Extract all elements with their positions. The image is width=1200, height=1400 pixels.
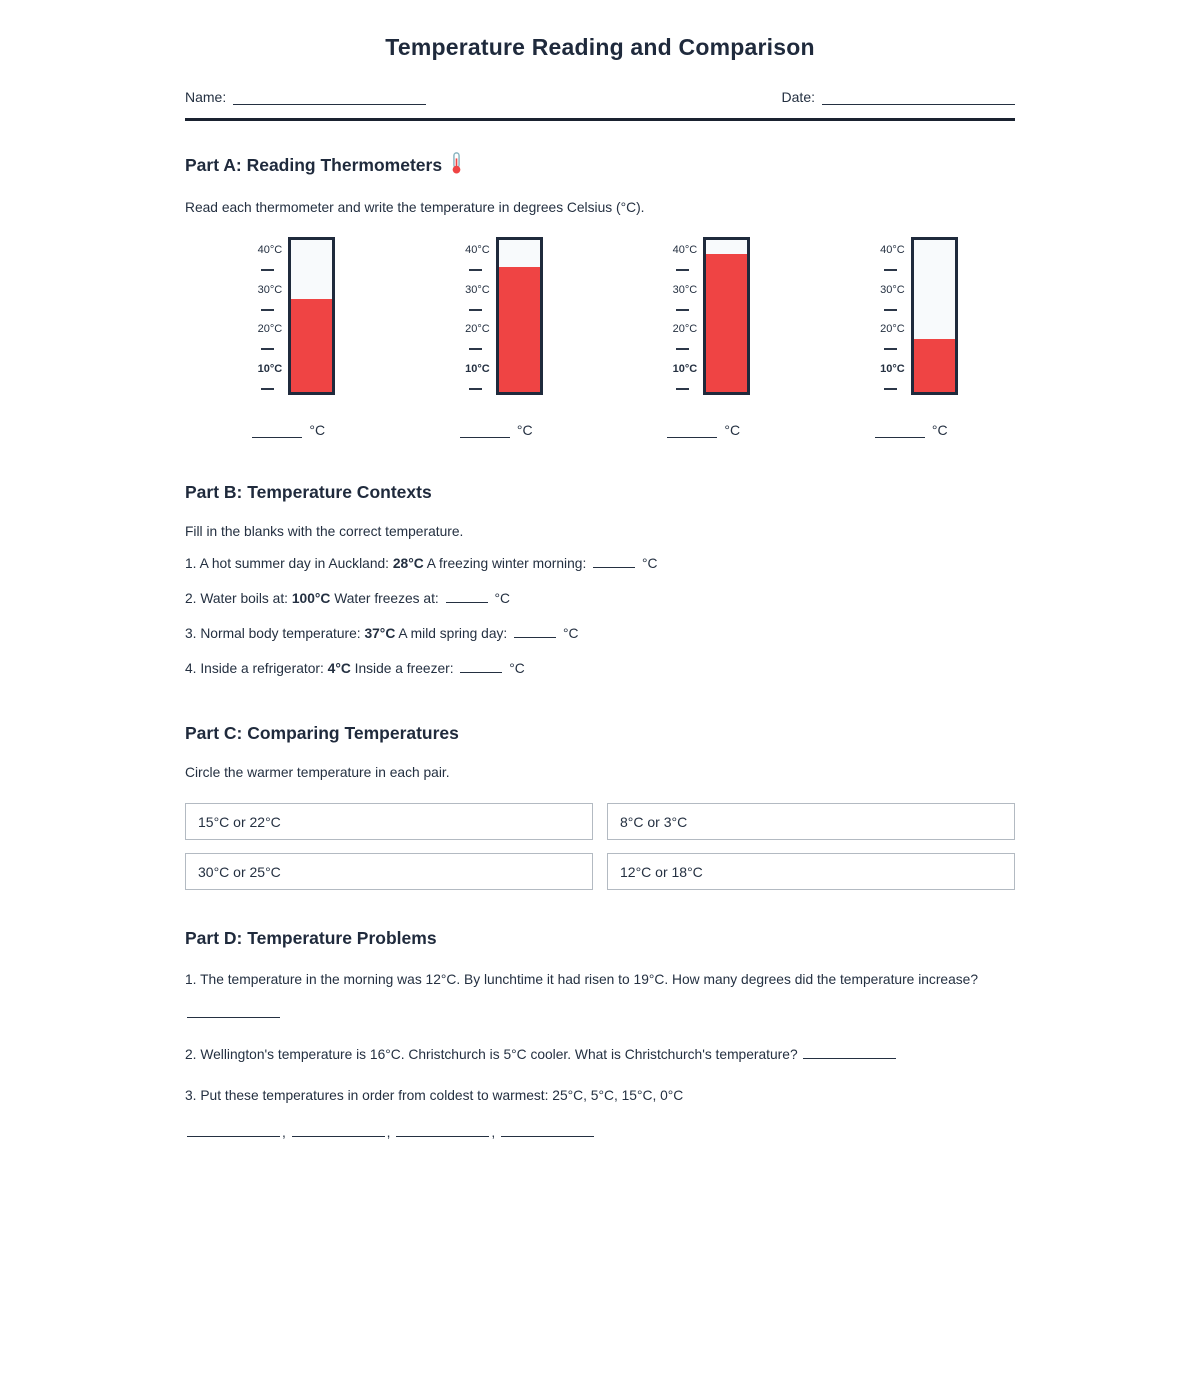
date-label: Date: [781, 89, 815, 105]
part-a-heading-text: Part A: Reading Thermometers [185, 155, 443, 175]
bold-temperature: 28°C [392, 556, 424, 571]
context-item-4: 4. Inside a refrigerator: 4°C Inside a freezer: °C [185, 661, 525, 676]
scale-label: 40°C [880, 244, 905, 256]
thermometer-icon [449, 152, 464, 179]
answer-blank[interactable] [187, 1006, 280, 1018]
thermometer-scale [450, 237, 490, 395]
part-c-heading: Part C: Comparing Temperatures [185, 723, 459, 743]
problem-2: 2. Wellington's temperature is 16°C. Christchurch is 5°C cooler. What is Christchurch's temperature? [185, 1045, 1015, 1065]
pair-box-2[interactable]: 8°C or 3°C [607, 803, 1015, 840]
unit-label: °C [562, 626, 579, 641]
scale-tick [884, 269, 897, 271]
fill-in-blank[interactable] [460, 661, 502, 673]
context-item-1: 1. A hot summer day in Auckland: 28°C A freezing winter morning: °C [185, 556, 658, 571]
answer-blank[interactable] [292, 1125, 385, 1137]
thermometer [657, 237, 750, 395]
scale-label: 20°C [465, 323, 490, 336]
date-field [782, 89, 1015, 105]
thermometer-group-1 [185, 237, 393, 438]
answer-blank[interactable] [667, 425, 717, 438]
scale-label: 40°C [672, 244, 698, 256]
unit-label: °C [931, 422, 948, 438]
scale-tick [469, 388, 482, 390]
worksheet [185, 0, 1015, 1143]
scale-label: 40°C [465, 244, 490, 256]
thermometer-answer [460, 422, 533, 438]
answer-blank[interactable] [396, 1125, 489, 1137]
part-a-heading [185, 152, 1015, 179]
scale-tick [676, 309, 689, 311]
thermometer-tube [288, 237, 335, 395]
scale-tick [884, 309, 897, 311]
ordering-blanks-row [185, 1123, 1015, 1143]
name-input-line[interactable] [233, 91, 426, 105]
scale-label: 10°C [880, 363, 905, 376]
blank-separator: , [491, 1125, 500, 1140]
scale-tick [469, 348, 482, 350]
thermometer-group-4 [808, 237, 1016, 438]
scale-label: 30°C [672, 283, 698, 296]
date-input-line[interactable] [822, 91, 1015, 105]
part-d-heading: Part D: Temperature Problems [185, 928, 437, 948]
unit-label: °C [724, 422, 741, 438]
scale-tick [469, 269, 482, 271]
fill-in-blank[interactable] [514, 626, 556, 638]
fill-in-blank[interactable] [446, 591, 488, 603]
thermometer-group-2 [393, 237, 601, 438]
mercury-fill [914, 339, 955, 392]
scale-label: 30°C [880, 283, 905, 296]
thermometer-tube [496, 237, 543, 395]
scale-tick [261, 269, 274, 271]
scale-label: 30°C [257, 283, 283, 296]
answer-blank[interactable] [803, 1047, 896, 1059]
mercury-fill [291, 299, 332, 392]
scale-label: 30°C [465, 283, 490, 296]
scale-label: 10°C [672, 363, 698, 376]
scale-tick [676, 388, 689, 390]
comparison-grid [185, 803, 1015, 890]
scale-label: 20°C [880, 323, 905, 336]
blank-separator: , [386, 1125, 395, 1140]
problem-3: 3. Put these temperatures in order from coldest to warmest: 25°C, 5°C, 15°C, 0°C , , , [185, 1086, 1015, 1143]
page-title: Temperature Reading and Comparison [385, 34, 815, 60]
scale-label: 10°C [465, 363, 490, 376]
unit-label: °C [509, 661, 525, 676]
pair-box-1[interactable]: 15°C or 22°C [185, 803, 593, 840]
name-date-row [185, 89, 1015, 121]
mercury-fill [499, 267, 540, 392]
problem-1: 1. The temperature in the morning was 12°C. By lunchtime it had risen to 19°C. How many degrees did the temperature increase? [185, 970, 1015, 1024]
thermometer-scale [657, 237, 697, 395]
thermometer-answer [875, 422, 948, 438]
unit-label: °C [641, 556, 658, 571]
thermometer-answer [667, 422, 740, 438]
thermometer-answer [252, 422, 325, 438]
thermometer-scale [242, 237, 282, 395]
context-item-3: 3. Normal body temperature: 37°C A mild spring day: °C [185, 626, 579, 641]
answer-blank[interactable] [252, 425, 302, 438]
scale-label: 40°C [257, 244, 283, 256]
pair-box-4[interactable]: 12°C or 18°C [607, 853, 1015, 890]
unit-label: °C [309, 422, 326, 438]
part-b-heading: Part B: Temperature Contexts [185, 482, 432, 502]
scale-tick [676, 269, 689, 271]
mercury-fill [706, 254, 747, 392]
thermometer [242, 237, 335, 395]
blank-separator: , [282, 1125, 290, 1140]
part-c-instruction: Circle the warmer temperature in each pair. [185, 765, 450, 780]
scale-tick [261, 388, 274, 390]
scale-tick [469, 309, 482, 311]
fill-in-blank[interactable] [593, 556, 635, 568]
name-label: Name: [185, 89, 227, 105]
unit-label: °C [516, 422, 533, 438]
unit-label: °C [494, 591, 510, 606]
part-b-instruction: Fill in the blanks with the correct temperature. [185, 524, 464, 539]
scale-label: 20°C [257, 323, 283, 336]
scale-tick [676, 348, 689, 350]
thermometer [865, 237, 958, 395]
part-a-instruction: Read each thermometer and write the temperature in degrees Celsius (°C). [185, 200, 645, 215]
bold-temperature: 100°C [291, 591, 331, 606]
scale-label: 10°C [257, 363, 283, 376]
answer-blank[interactable] [460, 425, 510, 438]
pair-box-3[interactable]: 30°C or 25°C [185, 853, 593, 890]
context-item-2: 2. Water boils at: 100°C Water freezes at: °C [185, 591, 510, 606]
thermometer-tube [911, 237, 958, 395]
thermometer-row [185, 237, 1015, 438]
thermometer-scale [865, 237, 905, 395]
bold-temperature: 4°C [327, 661, 351, 676]
scale-tick [884, 348, 897, 350]
thermometer-group-3 [600, 237, 808, 438]
answer-blank[interactable] [501, 1125, 594, 1137]
part-b-items [185, 554, 1015, 679]
answer-blank[interactable] [875, 425, 925, 438]
scale-tick [261, 309, 274, 311]
thermometer [450, 237, 543, 395]
name-field [185, 89, 426, 105]
bold-temperature: 37°C [364, 626, 396, 641]
scale-tick [261, 348, 274, 350]
answer-blank[interactable] [187, 1125, 280, 1137]
thermometer-tube [703, 237, 750, 395]
scale-tick [884, 388, 897, 390]
scale-label: 20°C [672, 323, 698, 336]
